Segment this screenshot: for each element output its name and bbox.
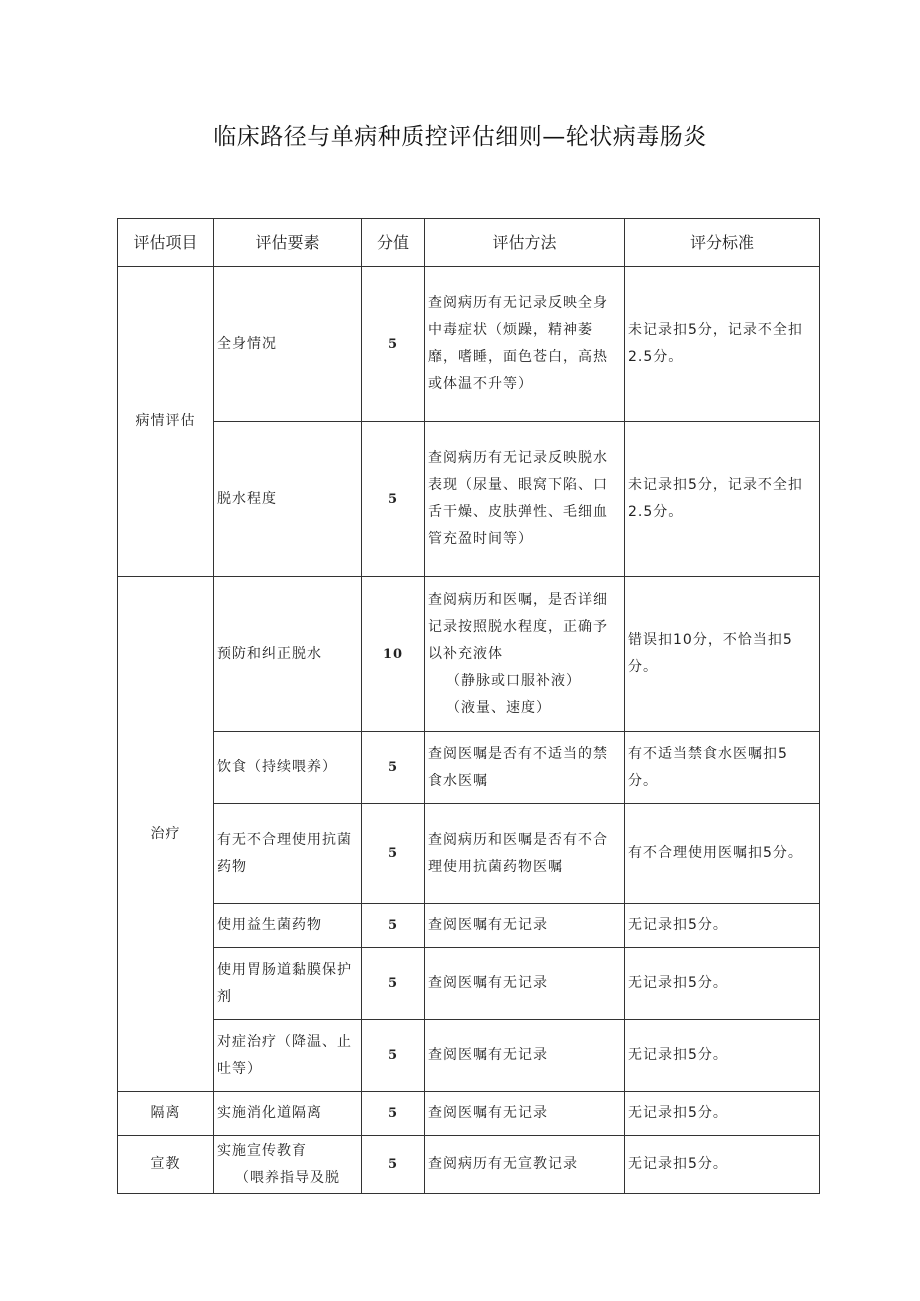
standard-cell: 有不合理使用医嘱扣5分。 [625,804,820,904]
element-cell [214,1136,362,1194]
header-item: 评估项目 [118,219,214,267]
group-cell: 隔离 [118,1092,214,1136]
method-cell: 查阅病历有无宣教记录 [425,1136,625,1194]
table-row [118,1092,820,1136]
score-cell: 5 [362,1020,425,1092]
standard-cell: 未记录扣5分，记录不全扣2.5分。 [625,422,820,577]
table-row [118,804,820,904]
method-cell: 查阅病历和医嘱是否有不合理使用抗菌药物医嘱 [425,804,625,904]
element-cell: 全身情况 [214,267,362,422]
header-score: 分值 [362,219,425,267]
method-cell [425,577,625,732]
element-cell: 预防和纠正脱水 [214,577,362,732]
table-row [118,1020,820,1092]
group-cell: 病情评估 [118,267,214,577]
group-cell: 治疗 [118,577,214,1092]
standard-cell: 无记录扣5分。 [625,1092,820,1136]
table-row [118,948,820,1020]
standard-cell: 有不适当禁食水医嘱扣5分。 [625,732,820,804]
table-row [118,732,820,804]
group-cell: 宣教 [118,1136,214,1194]
element-cell: 有无不合理使用抗菌药物 [214,804,362,904]
table-header-row [118,219,820,267]
score-cell: 5 [362,422,425,577]
method-cell: 查阅医嘱有无记录 [425,948,625,1020]
table-row [118,422,820,577]
method-cell: 查阅医嘱有无记录 [425,904,625,948]
standard-cell: 无记录扣5分。 [625,1020,820,1092]
score-cell: 5 [362,948,425,1020]
header-element: 评估要素 [214,219,362,267]
score-cell: 10 [362,577,425,732]
method-text: 查阅病历和医嘱，是否详细记录按照脱水程度，正确予以补充液体 [428,591,608,662]
element-cell: 实施消化道隔离 [214,1092,362,1136]
standard-cell: 无记录扣5分。 [625,1136,820,1194]
standard-cell: 未记录扣5分，记录不全扣2.5分。 [625,267,820,422]
method-cell: 查阅医嘱有无记录 [425,1020,625,1092]
score-cell: 5 [362,1092,425,1136]
element-cell: 使用益生菌药物 [214,904,362,948]
page-title: 临床路径与单病种质控评估细则—轮状病毒肠炎 [213,124,707,150]
method-subline: （静脉或口服补液） [446,672,581,689]
table-row [118,904,820,948]
standard-cell: 无记录扣5分。 [625,904,820,948]
method-subline: （液量、速度） [446,699,551,716]
standard-cell: 错误扣10分，不恰当扣5分。 [625,577,820,732]
element-text: 实施宣传教育 [217,1142,307,1159]
score-cell: 5 [362,732,425,804]
header-standard: 评分标准 [625,219,820,267]
element-cell: 使用胃肠道黏膜保护剂 [214,948,362,1020]
method-cell: 查阅医嘱是否有不适当的禁食水医嘱 [425,732,625,804]
standard-cell: 无记录扣5分。 [625,948,820,1020]
method-cell: 查阅病历有无记录反映脱水表现（尿量、眼窝下陷、口舌干燥、皮肤弹性、毛细血管充盈时间等） [425,422,625,577]
table-row [118,1136,820,1194]
table-row [118,267,820,422]
element-cell: 对症治疗（降温、止吐等） [214,1020,362,1092]
method-cell: 查阅病历有无记录反映全身中毒症状（烦躁，精神萎靡，嗜睡，面色苍白，高热或体温不升等） [425,267,625,422]
method-cell: 查阅医嘱有无记录 [425,1092,625,1136]
header-method: 评估方法 [425,219,625,267]
element-cell: 饮食（持续喂养） [214,732,362,804]
score-cell: 5 [362,804,425,904]
table-row [118,577,820,732]
score-cell: 5 [362,1136,425,1194]
element-subline: （喂养指导及脱 [235,1169,340,1186]
element-cell: 脱水程度 [214,422,362,577]
evaluation-table [117,218,820,1194]
score-cell: 5 [362,267,425,422]
score-cell: 5 [362,904,425,948]
